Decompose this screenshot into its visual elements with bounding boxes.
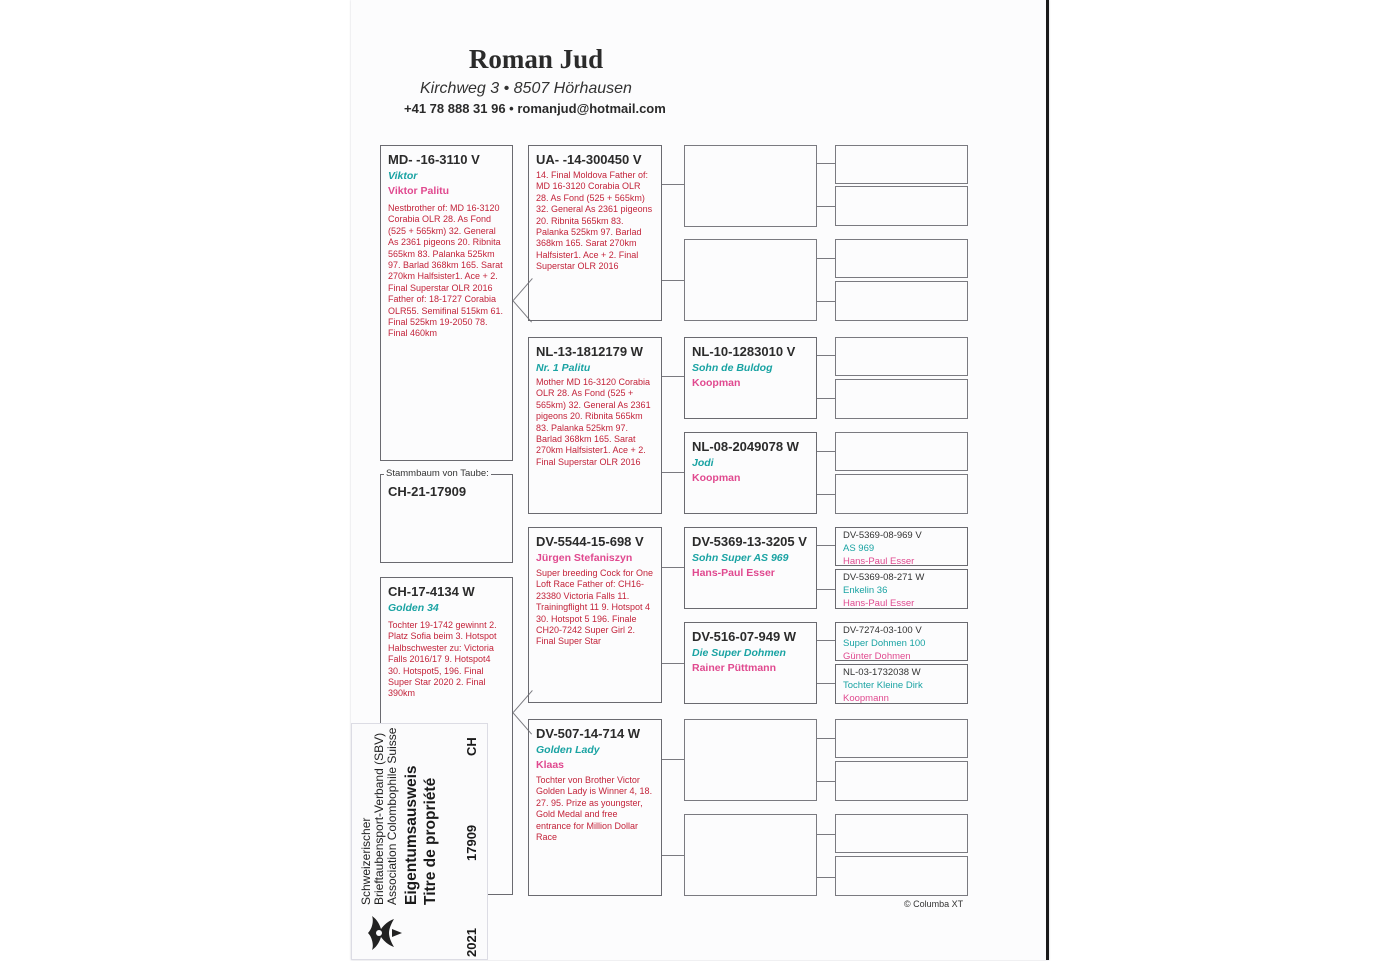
dam-sire-owner: Jürgen Stefaniszyn bbox=[536, 552, 633, 564]
ancestor-box[interactable] bbox=[835, 145, 968, 184]
ds-s-s-ring: DV-5369-08-969 V bbox=[843, 530, 922, 541]
card-country: CH bbox=[464, 737, 479, 756]
sd-dam-owner: Koopman bbox=[692, 472, 741, 484]
dam-dam-box[interactable] bbox=[528, 719, 662, 896]
sire-dam-ring: NL-13-1812179 W bbox=[536, 344, 643, 359]
dam-ring: CH-17-4134 W bbox=[388, 584, 475, 599]
card-organization bbox=[360, 728, 399, 905]
sire-sire-notes: 14. Final Moldova Father of: MD 16-3120 Corabia OLR 28. As Fond (525 + 565km) 32. General As 2361 pigeons 20. Ribnita 565km 83. Palanka 525km 97. Barlad 368km 165. Sarat 270km Halfsister1. Ace + 2. Final Superstar OLR 2016 bbox=[536, 170, 653, 272]
breeder-name: Roman Jud bbox=[468, 44, 604, 74]
ds-d-d-ring: NL-03-1732038 W bbox=[843, 667, 921, 678]
ds-d-s-name: Super Dohmen 100 bbox=[843, 638, 926, 649]
ds-d-d-owner: Koopmann bbox=[843, 693, 889, 704]
card-org-line: Schweizerischer bbox=[359, 817, 373, 905]
sd-sire-ring: NL-10-1283010 V bbox=[692, 344, 796, 359]
dove-logo-icon bbox=[362, 911, 411, 955]
ancestor-box[interactable] bbox=[835, 474, 968, 514]
sire-dam-notes: Mother MD 16-3120 Corabia OLR 28. As Fond (525 + 565km) 32. General As 2361 pigeons 20. Ribnita 565km 83. Palanka 525km 97. Barlad 368km 165. Sarat 270km Halfsister1. Ace + 2. Final Superstar OLR 2016 bbox=[536, 377, 651, 467]
ds-d-s-box[interactable] bbox=[835, 622, 968, 661]
ds-sire-name: Sohn Super AS 969 bbox=[692, 552, 789, 564]
ancestor-box[interactable] bbox=[835, 814, 968, 853]
sire-sire-box[interactable] bbox=[528, 145, 662, 321]
card-title-line: Titre de propriété bbox=[422, 777, 439, 905]
ancestor-box[interactable] bbox=[835, 337, 968, 376]
sire-box[interactable] bbox=[380, 145, 513, 461]
sire-notes: Nestbrother of: MD 16-3120 Corabia OLR 28. As Fond (525 + 565km) 32. General As 2361 pigeons 20. Ribnita 565km 83. Palanka 525km 97. Barlad 368km 165. Sarat 270km Halfsister1. Ace + 2. Final Superstar OLR 2016 Father of: 18-1727 Corabia OLR55. Semifinal 515km 61. Final 525km 19-2050 78. Final 460km bbox=[388, 203, 504, 339]
sd-sire-name: Sohn de Buldog bbox=[692, 362, 773, 374]
subject-box[interactable] bbox=[380, 474, 513, 563]
sire-owner: Viktor Palitu bbox=[388, 185, 450, 197]
card-title bbox=[402, 765, 440, 905]
ancestor-box[interactable] bbox=[835, 239, 968, 278]
dam-notes: Tochter 19-1742 gewinnt 2. Platz Sofia beim 3. Hotspot Halbschwester zu: Victoria Falls 2016/17 9. Hotspot4 30. Hotspot5, 196. Final Super Star 2020 2. Final 390km bbox=[388, 620, 497, 699]
subject-label: Stammbaum von Taube: bbox=[386, 468, 489, 479]
ds-dam-owner: Rainer Püttmann bbox=[692, 662, 777, 674]
dd-sire-box[interactable] bbox=[684, 719, 817, 801]
ancestor-box[interactable] bbox=[835, 856, 968, 896]
ds-sire-owner: Hans-Paul Esser bbox=[692, 567, 775, 579]
sire-dam-box[interactable] bbox=[528, 337, 662, 514]
ds-d-s-owner: Günter Dohmen bbox=[843, 651, 911, 661]
dam-sire-ring: DV-5544-15-698 V bbox=[536, 534, 644, 549]
ds-d-d-box[interactable] bbox=[835, 664, 968, 704]
dam-name: Golden 34 bbox=[388, 602, 439, 614]
software-credit: © Columba XT bbox=[904, 899, 964, 909]
sd-sire-box[interactable] bbox=[684, 337, 817, 419]
ds-d-d-name: Tochter Kleine Dirk bbox=[843, 680, 923, 691]
dd-dam-box[interactable] bbox=[684, 814, 817, 896]
sd-dam-name: Jodi bbox=[692, 457, 714, 469]
ss-sire-box[interactable] bbox=[684, 145, 817, 227]
card-ring-number: 17909 bbox=[464, 824, 479, 861]
dam-dam-owner: Klaas bbox=[536, 759, 565, 771]
ancestor-box[interactable] bbox=[835, 761, 968, 801]
ds-s-s-name: AS 969 bbox=[843, 543, 875, 554]
dam-sire-notes: Super breeding Cock for One Loft Race Father of: CH16-23380 Victoria Falls 11. Trainingflight 11 9. Hotspot 4 30. Hotspot 5 196. Finale CH20-7242 Super Girl 2. Final Super Star bbox=[536, 568, 654, 647]
card-title-line: Eigentumsausweis bbox=[403, 765, 420, 905]
sire-dam-name: Nr. 1 Palitu bbox=[536, 362, 591, 374]
card-org-line: Association Colombophile Suisse bbox=[385, 727, 399, 905]
sd-dam-ring: NL-08-2049078 W bbox=[692, 439, 799, 454]
ancestor-box[interactable] bbox=[835, 719, 968, 758]
ds-s-d-owner: Hans-Paul Esser bbox=[843, 598, 915, 609]
breeder-address: Kirchweg 3 • 8507 Hörhausen bbox=[420, 80, 632, 97]
ds-dam-name: Die Super Dohmen bbox=[692, 647, 786, 659]
ds-s-d-box[interactable] bbox=[835, 569, 968, 609]
paper-edge bbox=[1046, 0, 1049, 960]
ancestor-box[interactable] bbox=[835, 281, 968, 321]
ds-sire-box[interactable] bbox=[684, 527, 817, 609]
ds-d-s-ring: DV-7274-03-100 V bbox=[843, 625, 922, 636]
ownership-card bbox=[351, 723, 488, 960]
subject-ring: CH-21-17909 bbox=[388, 484, 467, 499]
ds-dam-ring: DV-516-07-949 W bbox=[692, 629, 797, 644]
card-year: 2021 bbox=[464, 928, 479, 957]
sire-sire-ring: UA- -14-300450 V bbox=[536, 152, 642, 167]
ds-dam-box[interactable] bbox=[684, 622, 817, 704]
ds-s-d-name: Enkelin 36 bbox=[843, 585, 888, 596]
dam-dam-notes: Tochter von Brother Victor Golden Lady is Winner 4, 18. 27. 95. Prize as youngster, Gold Medal and free entrance for Million Dollar Race bbox=[536, 775, 653, 843]
sd-dam-box[interactable] bbox=[684, 432, 817, 514]
dam-dam-name: Golden Lady bbox=[536, 744, 600, 756]
breeder-contact: +41 78 888 31 96 • romanjud@hotmail.com bbox=[404, 101, 666, 116]
ancestor-box[interactable] bbox=[835, 186, 968, 226]
card-org-line: Brieftaubensport-Verband (SBV) bbox=[372, 732, 386, 905]
sd-sire-owner: Koopman bbox=[692, 377, 741, 389]
sire-ring: MD- -16-3110 V bbox=[388, 152, 480, 167]
dam-sire-box[interactable] bbox=[528, 527, 662, 703]
sire-name: Viktor bbox=[388, 170, 418, 182]
dam-dam-ring: DV-507-14-714 W bbox=[536, 726, 641, 741]
ds-sire-ring: DV-5369-13-3205 V bbox=[692, 534, 807, 549]
ancestor-box[interactable] bbox=[835, 432, 968, 471]
ancestor-box[interactable] bbox=[835, 379, 968, 419]
ds-s-d-ring: DV-5369-08-271 W bbox=[843, 572, 925, 583]
ds-s-s-owner: Hans-Paul Esser bbox=[843, 556, 915, 566]
ss-dam-box[interactable] bbox=[684, 239, 817, 321]
ds-s-s-box[interactable] bbox=[835, 527, 968, 566]
